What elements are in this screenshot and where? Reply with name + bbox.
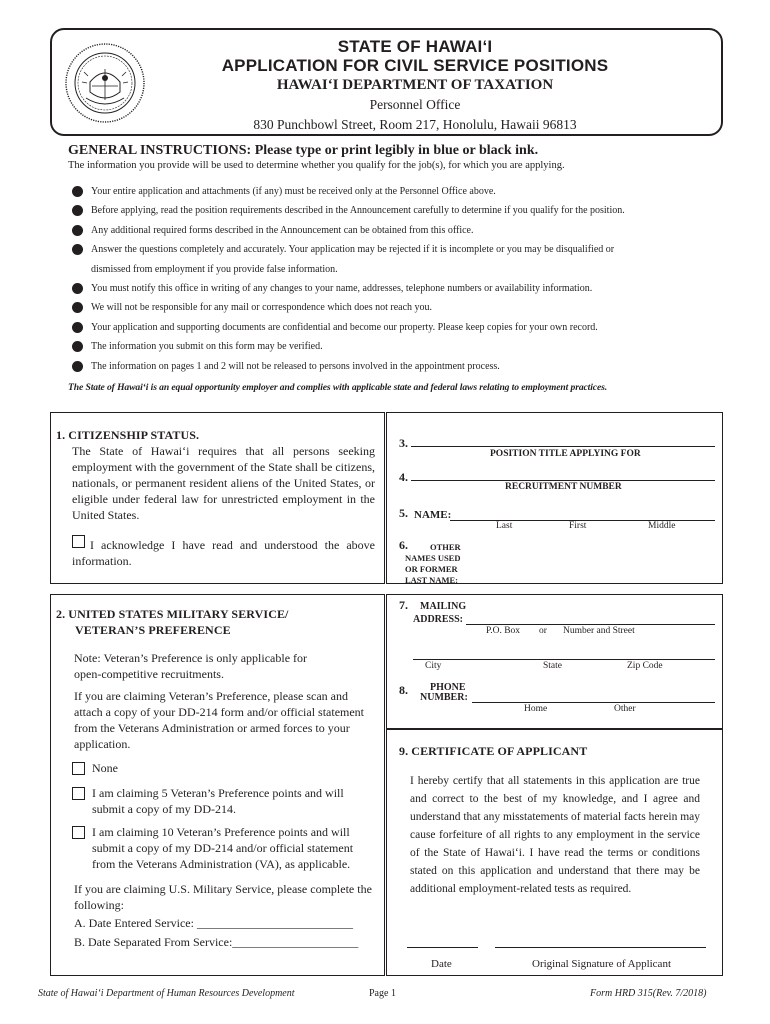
date-label: Date: [431, 958, 452, 970]
state-title: STATE OF HAWAI‘I: [337, 37, 493, 56]
instruction-item: Your application and supporting documents are confidential and become our property. Please keep copies for your own record.: [72, 318, 712, 337]
instruction-item: Any additional required forms described in the Announcement can be obtained from this office.: [72, 221, 712, 240]
name-last-label: Last: [496, 521, 513, 531]
bullet-icon: [72, 205, 83, 216]
bullet-icon: [72, 322, 83, 333]
phone-label-1: PHONE: [430, 682, 466, 693]
veteran-note: Note: Veteran’s Preference is only applicable for open-competitive recruitments.: [74, 651, 308, 681]
other-names-line[interactable]: [469, 583, 715, 584]
mailing-address-line[interactable]: [466, 624, 715, 625]
instruction-item: Your entire application and attachments (if any) must be received only at the Personnel Office above.: [72, 182, 712, 201]
other-names-label-3: OR FORMER: [405, 564, 458, 574]
page-number: Page 1: [369, 988, 396, 999]
city-state-zip-line[interactable]: [413, 659, 715, 660]
date-separated-service-field[interactable]: B. Date Separated From Service:_____________________: [74, 935, 359, 949]
citizenship-ack-text: I acknowledge I have read and understood the above information.: [72, 538, 375, 568]
mailing-label-2: ADDRESS:: [413, 614, 464, 625]
form-number: Form HRD 315(Rev. 7/2018): [590, 988, 707, 999]
eeo-statement: The State of Hawai‘i is an equal opportunity employer and complies with applicable state and federal laws relating to employment practices.: [68, 382, 608, 393]
instructions-list: [72, 182, 712, 376]
signature-line[interactable]: [495, 947, 706, 948]
q3-number: 3.: [399, 436, 408, 450]
position-title-line[interactable]: [411, 446, 715, 447]
name-label: NAME:: [414, 509, 452, 521]
veteran-5-points-label: I am claiming 5 Veteran’s Preference points and will submit a copy of my DD-214.: [92, 786, 344, 816]
veteran-10-points-checkbox[interactable]: [72, 826, 85, 839]
instruction-item: The information you submit on this form may be verified.: [72, 337, 712, 356]
phone-line[interactable]: [472, 702, 715, 703]
veteran-none-label: None: [92, 761, 118, 775]
veteran-10-points-label: I am claiming 10 Veteran’s Preference points and will submit a copy of my DD-214 and/or official statement from the Veterans Administration (VA), as applicable.: [92, 825, 354, 871]
q8-number: 8.: [399, 683, 408, 697]
q7-number: 7.: [399, 598, 408, 612]
bullet-icon: [72, 361, 83, 372]
bullet-icon: [72, 244, 83, 255]
phone-other-label: Other: [614, 704, 636, 714]
number-street-label: Number and Street: [563, 626, 635, 636]
citizenship-text: The State of Hawai‘i requires that all persons seeking employment with the government of the State shall be citizens, nationals, or permanent resident aliens of the United States, or eligible under federal law for unrestricted employment in the United States.: [72, 444, 375, 522]
name-first-label: First: [569, 521, 587, 531]
veteran-none-checkbox[interactable]: [72, 762, 85, 775]
veteran-instructions: If you are claiming Veteran’s Preference, please scan and attach a copy of your DD-214 form and/or official statement from the Veterans Administration or armed forces to your application.: [74, 689, 365, 751]
instructions-title: GENERAL INSTRUCTIONS: Please type or print legibly in blue or black ink.: [68, 143, 539, 158]
po-box-label: P.O. Box: [486, 626, 521, 636]
or-label: or: [539, 626, 547, 636]
certificate-text: I hereby certify that all statements in this application are true and correct to the best of my knowledge, and I agree and understand that any misstatements of material facts herein may cause forfeiture of all rights to any employment in the service of the State of Hawai‘i. I have read the terms or conditions stated on this application and understand that there may be additional employment-related tests as required.: [410, 775, 700, 895]
instruction-item: The information on pages 1 and 2 will not be released to persons involved in the appointment process.: [72, 357, 712, 376]
zip-label: Zip Code: [627, 661, 663, 671]
position-title-label: POSITION TITLE APPLYING FOR: [490, 449, 641, 459]
state-seal-icon: [64, 42, 146, 124]
department-name: HAWAI‘I DEPARTMENT OF TAXATION: [276, 77, 554, 93]
bullet-icon: [72, 186, 83, 197]
instruction-item: Answer the questions completely and accurately. Your application may be rejected if it is incomplete or you may be disqualified or: [72, 240, 712, 259]
office-name: Personnel Office: [369, 97, 461, 112]
signature-label: Original Signature of Applicant: [532, 958, 671, 970]
name-middle-label: Middle: [648, 521, 676, 531]
date-entered-service-field[interactable]: A. Date Entered Service: __________________________: [74, 916, 353, 930]
phone-home-label: Home: [524, 704, 548, 714]
instruction-item: You must notify this office in writing of any changes to your name, addresses, telephone numbers or availability information.: [72, 279, 712, 298]
bullet-icon: [72, 225, 83, 236]
city-label: City: [425, 661, 442, 671]
military-title: 2. UNITED STATES MILITARY SERVICE/: [56, 607, 289, 621]
bullet-icon: [72, 283, 83, 294]
recruitment-number-label: RECRUITMENT NUMBER: [505, 482, 622, 492]
footer-department: State of Hawai‘i Department of Human Resources Development: [38, 988, 295, 999]
veteran-5-points-checkbox[interactable]: [72, 787, 85, 800]
q5-number: 5.: [399, 506, 408, 520]
phone-label-2: NUMBER:: [420, 692, 468, 703]
bullet-icon: [72, 341, 83, 352]
other-names-label-2: NAMES USED: [405, 553, 461, 563]
citizenship-title: 1. CITIZENSHIP STATUS.: [56, 428, 200, 442]
recruitment-number-line[interactable]: [411, 480, 715, 481]
instruction-item: We will not be responsible for any mail or correspondence which does not reach you.: [72, 298, 712, 317]
military-service-instructions: If you are claiming U.S. Military Service, please complete the following:: [74, 882, 372, 912]
military-title-2: VETERAN’S PREFERENCE: [75, 623, 231, 637]
other-names-label-1: OTHER: [430, 542, 461, 552]
office-address: 830 Punchbowl Street, Room 217, Honolulu, Hawaii 96813: [253, 117, 577, 132]
certificate-title: 9. CERTIFICATE OF APPLICANT: [399, 744, 588, 758]
q4-number: 4.: [399, 470, 408, 484]
mailing-label-1: MAILING: [420, 601, 467, 612]
instructions-subtitle: The information you provide will be used to determine whether you qualify for the job(s), for which you are applying.: [68, 160, 565, 171]
instruction-item-continued: dismissed from employment if you provide false information.: [91, 263, 338, 275]
bullet-icon: [72, 302, 83, 313]
instruction-item: Before applying, read the position requirements described in the Announcement carefully to determine if you qualify for the position.: [72, 201, 712, 220]
q6-number: 6.: [399, 538, 408, 552]
state-label: State: [543, 661, 562, 671]
form-title: APPLICATION FOR CIVIL SERVICE POSITIONS: [221, 56, 609, 75]
date-signature-line[interactable]: [407, 947, 478, 948]
other-names-label-4: LAST NAME:: [405, 575, 458, 585]
